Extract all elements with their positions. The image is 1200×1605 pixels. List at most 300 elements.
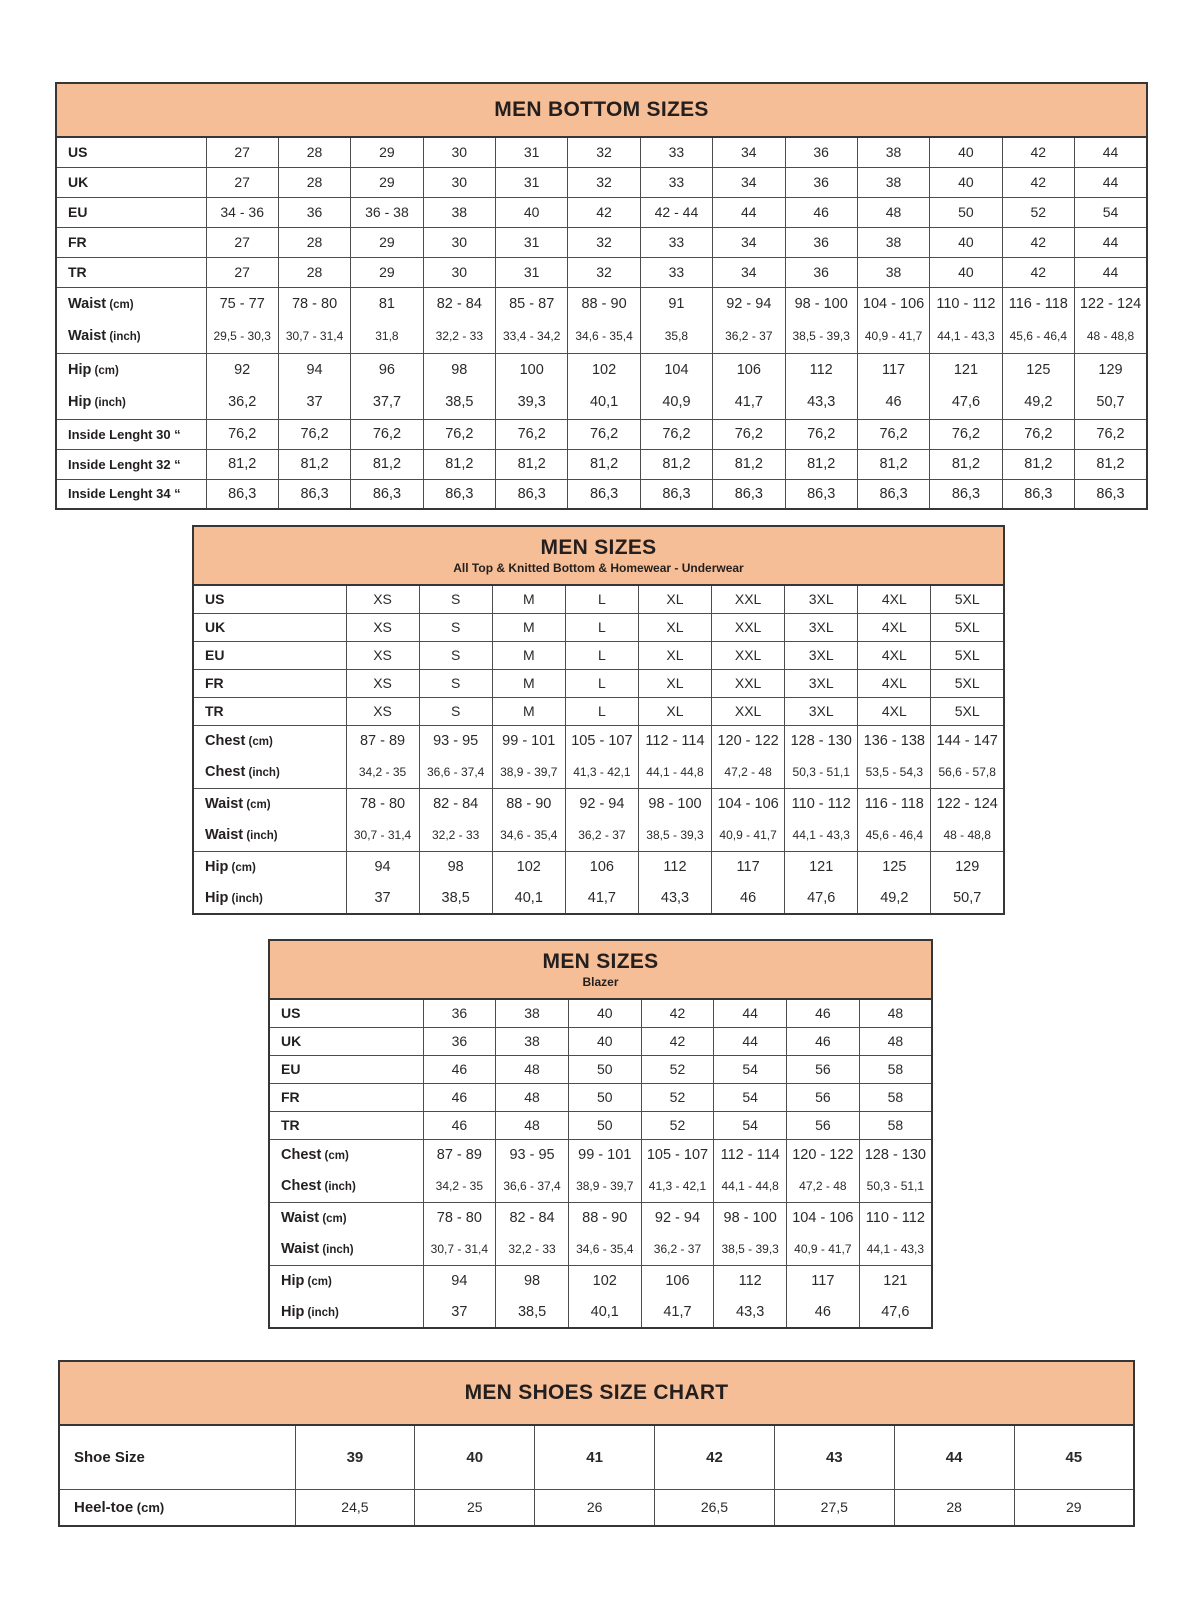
cell-value: 50,3 - 51,1 — [859, 1171, 932, 1202]
cell-value: 46 — [423, 1083, 496, 1111]
cell-value: 86,3 — [206, 479, 278, 509]
cell-value: 36,2 - 37 — [565, 820, 638, 851]
cell-value: 30,7 - 31,4 — [278, 320, 350, 353]
table-row — [193, 669, 1004, 697]
cell-value: 44 — [713, 197, 785, 227]
cell-value: 78 - 80 — [346, 788, 419, 820]
row-label: US — [193, 585, 346, 613]
row-label: Inside Lenght 30 “ — [56, 419, 206, 449]
row-label: Inside Lenght 32 “ — [56, 449, 206, 479]
cell-value: 110 - 112 — [859, 1202, 932, 1234]
cell-value: 136 - 138 — [858, 725, 931, 757]
row-label-unit: (inch) — [245, 767, 280, 780]
cell-value: 38,5 — [496, 1297, 569, 1328]
cell-value: 45,6 - 46,4 — [858, 820, 931, 851]
table-title: MEN SHOES SIZE CHART — [464, 1381, 729, 1404]
cell-value: S — [419, 613, 492, 641]
cell-value: 41,7 — [641, 1297, 714, 1328]
cell-value: 25 — [415, 1489, 535, 1526]
cell-value: 87 - 89 — [346, 725, 419, 757]
row-label: Hip (inch) — [56, 386, 206, 419]
cell-value: M — [492, 669, 565, 697]
table-row — [56, 353, 1147, 386]
cell-value: 54 — [1075, 197, 1148, 227]
cell-value: 48 — [496, 1055, 569, 1083]
row-label: EU — [193, 641, 346, 669]
table-row — [269, 1083, 932, 1111]
cell-value: 81,2 — [930, 449, 1002, 479]
table-row — [193, 641, 1004, 669]
cell-value: 37,7 — [351, 386, 423, 419]
cell-value: 40 — [930, 227, 1002, 257]
table-header — [269, 940, 932, 999]
cell-value: 98 — [496, 1265, 569, 1297]
row-label: TR — [56, 257, 206, 287]
row-label-unit: (inch) — [304, 1307, 339, 1319]
cell-value: 34,2 - 35 — [346, 757, 419, 788]
cell-value: 30,7 - 31,4 — [346, 820, 419, 851]
cell-value: 42 — [1002, 227, 1074, 257]
table-header — [193, 526, 1004, 585]
cell-value: 5XL — [931, 641, 1004, 669]
cell-value: 40 — [496, 197, 568, 227]
cell-value: 98 - 100 — [638, 788, 711, 820]
cell-value: 30 — [423, 167, 495, 197]
cell-value: 86,3 — [568, 479, 640, 509]
cell-value: 28 — [278, 167, 350, 197]
row-label: UK — [269, 1027, 423, 1055]
cell-value: 3XL — [785, 669, 858, 697]
cell-value: 36 — [423, 999, 496, 1027]
cell-value: 31 — [496, 167, 568, 197]
cell-value: 128 - 130 — [859, 1139, 932, 1171]
cell-value: 86,3 — [713, 479, 785, 509]
cell-value: 129 — [931, 851, 1004, 883]
cell-value: 102 — [492, 851, 565, 883]
row-label-unit: (cm) — [133, 1499, 165, 1515]
cell-value: 54 — [714, 1111, 787, 1139]
cell-value: 4XL — [858, 669, 931, 697]
men-shoes-size-table — [58, 1360, 1135, 1527]
row-label: Shoe Size — [59, 1425, 295, 1489]
cell-value: 42 — [655, 1425, 775, 1489]
row-label-unit: (cm) — [106, 298, 134, 311]
cell-value: 56 — [787, 1055, 860, 1083]
table-row — [193, 697, 1004, 725]
cell-value: 39,3 — [496, 386, 568, 419]
cell-value: 3XL — [785, 613, 858, 641]
cell-value: 44,1 - 44,8 — [714, 1171, 787, 1202]
cell-value: 98 - 100 — [714, 1202, 787, 1234]
cell-value: 29 — [351, 227, 423, 257]
cell-value: 42 — [568, 197, 640, 227]
cell-value: 86,3 — [1075, 479, 1148, 509]
cell-value: 34 — [713, 257, 785, 287]
cell-value: 76,2 — [568, 419, 640, 449]
cell-value: 58 — [859, 1055, 932, 1083]
cell-value: 54 — [714, 1055, 787, 1083]
cell-value: 48 - 48,8 — [931, 820, 1004, 851]
cell-value: 47,2 - 48 — [712, 757, 785, 788]
cell-value: 76,2 — [713, 419, 785, 449]
cell-value: 36,6 - 37,4 — [496, 1171, 569, 1202]
row-label-unit: (inch) — [228, 893, 263, 905]
cell-value: 44,1 - 44,8 — [638, 757, 711, 788]
cell-value: 81 — [351, 287, 423, 320]
row-label: Chest (cm) — [269, 1139, 423, 1171]
table-row — [56, 137, 1147, 167]
cell-value: 82 - 84 — [496, 1202, 569, 1234]
cell-value: XXL — [712, 669, 785, 697]
men-shoes-size-section — [58, 1360, 1135, 1527]
row-label-unit: (inch) — [106, 331, 141, 344]
cell-value: 50 — [568, 1083, 641, 1111]
table-row — [193, 757, 1004, 788]
cell-value: 81,2 — [857, 449, 929, 479]
row-label-unit: (cm) — [228, 862, 256, 875]
table-row — [56, 449, 1147, 479]
cell-value: 76,2 — [1075, 419, 1148, 449]
cell-value: 99 - 101 — [492, 725, 565, 757]
cell-value: 41,7 — [713, 386, 785, 419]
cell-value: 42 — [1002, 257, 1074, 287]
cell-value: 31,8 — [351, 320, 423, 353]
cell-value: 40,9 - 41,7 — [787, 1234, 860, 1265]
table-row — [269, 1202, 932, 1234]
table-row — [269, 1027, 932, 1055]
cell-value: 24,5 — [295, 1489, 415, 1526]
cell-value: 52 — [641, 1083, 714, 1111]
cell-value: 94 — [278, 353, 350, 386]
cell-value: S — [419, 641, 492, 669]
cell-value: 81,2 — [640, 449, 712, 479]
cell-value: 92 - 94 — [565, 788, 638, 820]
row-label-unit: (inch) — [91, 397, 126, 410]
cell-value: 50,7 — [1075, 386, 1148, 419]
cell-value: 53,5 - 54,3 — [858, 757, 931, 788]
cell-value: 78 - 80 — [423, 1202, 496, 1234]
cell-value: 81,2 — [1075, 449, 1148, 479]
cell-value: 3XL — [785, 697, 858, 725]
row-label: EU — [56, 197, 206, 227]
cell-value: 81,2 — [206, 449, 278, 479]
cell-value: 122 - 124 — [1075, 287, 1148, 320]
table-row — [269, 999, 932, 1027]
row-label: US — [56, 137, 206, 167]
cell-value: 58 — [859, 1083, 932, 1111]
cell-value: 129 — [1075, 353, 1148, 386]
cell-value: 27 — [206, 167, 278, 197]
cell-value: 50,3 - 51,1 — [785, 757, 858, 788]
cell-value: 48 — [859, 999, 932, 1027]
cell-value: 30 — [423, 227, 495, 257]
cell-value: S — [419, 669, 492, 697]
cell-value: 48 - 48,8 — [1075, 320, 1148, 353]
cell-value: 76,2 — [785, 419, 857, 449]
cell-value: 112 — [638, 851, 711, 883]
table-row — [193, 788, 1004, 820]
cell-value: 44,1 - 43,3 — [859, 1234, 932, 1265]
cell-value: 92 — [206, 353, 278, 386]
cell-value: 42 - 44 — [640, 197, 712, 227]
cell-value: 76,2 — [423, 419, 495, 449]
cell-value: 54 — [714, 1083, 787, 1111]
cell-value: 28 — [278, 227, 350, 257]
cell-value: 40 — [930, 167, 1002, 197]
row-label-unit: (cm) — [245, 736, 273, 749]
cell-value: 47,2 - 48 — [787, 1171, 860, 1202]
cell-value: 94 — [423, 1265, 496, 1297]
cell-value: 121 — [785, 851, 858, 883]
cell-value: 28 — [894, 1489, 1014, 1526]
men-sizes-blazer-section — [268, 939, 933, 1329]
cell-value: 52 — [1002, 197, 1074, 227]
cell-value: 36 - 38 — [351, 197, 423, 227]
row-label: Hip (inch) — [269, 1297, 423, 1328]
cell-value: 44 — [1075, 227, 1148, 257]
men-sizes-tops-section — [192, 525, 1005, 915]
row-label: Waist (inch) — [269, 1234, 423, 1265]
cell-value: 38 — [857, 167, 929, 197]
row-label: Waist (cm) — [56, 287, 206, 320]
cell-value: 48 — [496, 1111, 569, 1139]
cell-value: 42 — [641, 1027, 714, 1055]
cell-value: 144 - 147 — [931, 725, 1004, 757]
cell-value: 106 — [641, 1265, 714, 1297]
cell-value: 38,5 — [423, 386, 495, 419]
cell-value: 46 — [423, 1111, 496, 1139]
cell-value: 91 — [640, 287, 712, 320]
table-row — [269, 1171, 932, 1202]
table-header — [59, 1361, 1134, 1425]
cell-value: 76,2 — [930, 419, 1002, 449]
table-subtitle: All Top & Knitted Bottom & Homewear - Underwear — [453, 561, 744, 575]
row-label-unit: (inch) — [319, 1244, 354, 1257]
cell-value: XL — [638, 585, 711, 613]
cell-value: 125 — [1002, 353, 1074, 386]
cell-value: 76,2 — [206, 419, 278, 449]
cell-value: 44 — [1075, 257, 1148, 287]
cell-value: 81,2 — [496, 449, 568, 479]
cell-value: 49,2 — [858, 883, 931, 914]
cell-value: 40,1 — [492, 883, 565, 914]
row-label-unit: (cm) — [304, 1276, 332, 1289]
table-title: MEN BOTTOM SIZES — [494, 98, 709, 121]
cell-value: 44 — [714, 1027, 787, 1055]
cell-value: 104 - 106 — [787, 1202, 860, 1234]
cell-value: S — [419, 697, 492, 725]
table-row — [193, 883, 1004, 914]
cell-value: 37 — [423, 1297, 496, 1328]
table-row — [269, 1055, 932, 1083]
cell-value: L — [565, 641, 638, 669]
cell-value: 40 — [568, 1027, 641, 1055]
cell-value: 34,6 - 35,4 — [568, 1234, 641, 1265]
row-label: Hip (cm) — [269, 1265, 423, 1297]
cell-value: 29 — [1014, 1489, 1134, 1526]
row-label: UK — [56, 167, 206, 197]
cell-value: 38 — [857, 257, 929, 287]
cell-value: L — [565, 613, 638, 641]
cell-value: 46 — [423, 1055, 496, 1083]
cell-value: 47,6 — [930, 386, 1002, 419]
cell-value: 82 - 84 — [423, 287, 495, 320]
cell-value: 121 — [859, 1265, 932, 1297]
cell-value: 44,1 - 43,3 — [930, 320, 1002, 353]
cell-value: 94 — [346, 851, 419, 883]
cell-value: M — [492, 613, 565, 641]
row-label: UK — [193, 613, 346, 641]
cell-value: 50,7 — [931, 883, 1004, 914]
cell-value: 31 — [496, 137, 568, 167]
cell-value: 32,2 - 33 — [496, 1234, 569, 1265]
row-label-unit: (cm) — [319, 1213, 347, 1226]
cell-value: 42 — [641, 999, 714, 1027]
cell-value: 81,2 — [278, 449, 350, 479]
table-row — [56, 287, 1147, 320]
cell-value: 46 — [787, 999, 860, 1027]
cell-value: 41,3 - 42,1 — [641, 1171, 714, 1202]
cell-value: 110 - 112 — [785, 788, 858, 820]
cell-value: 36 — [785, 227, 857, 257]
cell-value: 86,3 — [640, 479, 712, 509]
cell-value: 40 — [930, 137, 1002, 167]
cell-value: XL — [638, 641, 711, 669]
row-label: EU — [269, 1055, 423, 1083]
cell-value: XL — [638, 613, 711, 641]
cell-value: 122 - 124 — [931, 788, 1004, 820]
cell-value: 44 — [1075, 137, 1148, 167]
cell-value: 75 - 77 — [206, 287, 278, 320]
cell-value: XXL — [712, 641, 785, 669]
cell-value: 30 — [423, 137, 495, 167]
cell-value: 46 — [787, 1297, 860, 1328]
cell-value: XS — [346, 585, 419, 613]
table-row — [269, 1139, 932, 1171]
cell-value: 110 - 112 — [930, 287, 1002, 320]
cell-value: 4XL — [858, 697, 931, 725]
cell-value: 98 — [423, 353, 495, 386]
cell-value: 40 — [568, 999, 641, 1027]
table-row — [193, 725, 1004, 757]
row-label: TR — [193, 697, 346, 725]
cell-value: 42 — [1002, 137, 1074, 167]
cell-value: 121 — [930, 353, 1002, 386]
cell-value: 43,3 — [714, 1297, 787, 1328]
cell-value: 81,2 — [713, 449, 785, 479]
cell-value: M — [492, 585, 565, 613]
row-label: Waist (inch) — [193, 820, 346, 851]
cell-value: 33 — [640, 137, 712, 167]
cell-value: 82 - 84 — [419, 788, 492, 820]
cell-value: 92 - 94 — [713, 287, 785, 320]
cell-value: 112 — [785, 353, 857, 386]
cell-value: 30,7 - 31,4 — [423, 1234, 496, 1265]
cell-value: 45 — [1014, 1425, 1134, 1489]
cell-value: 47,6 — [785, 883, 858, 914]
cell-value: 38,5 - 39,3 — [785, 320, 857, 353]
table-row — [193, 851, 1004, 883]
cell-value: 32 — [568, 227, 640, 257]
row-label: Chest (inch) — [269, 1171, 423, 1202]
cell-value: XS — [346, 641, 419, 669]
cell-value: 32 — [568, 137, 640, 167]
cell-value: 102 — [568, 353, 640, 386]
cell-value: 86,3 — [1002, 479, 1074, 509]
cell-value: 34 — [713, 167, 785, 197]
cell-value: 36 — [785, 257, 857, 287]
cell-value: 33 — [640, 167, 712, 197]
row-label: Waist (cm) — [269, 1202, 423, 1234]
cell-value: 46 — [857, 386, 929, 419]
cell-value: 128 - 130 — [785, 725, 858, 757]
cell-value: 40 — [415, 1425, 535, 1489]
cell-value: 50 — [930, 197, 1002, 227]
cell-value: M — [492, 697, 565, 725]
cell-value: 37 — [346, 883, 419, 914]
cell-value: 36 — [278, 197, 350, 227]
cell-value: 40 — [930, 257, 1002, 287]
cell-value: 104 - 106 — [857, 287, 929, 320]
cell-value: 120 - 122 — [712, 725, 785, 757]
cell-value: 47,6 — [859, 1297, 932, 1328]
cell-value: 104 - 106 — [712, 788, 785, 820]
cell-value: 4XL — [858, 585, 931, 613]
cell-value: 34,2 - 35 — [423, 1171, 496, 1202]
cell-value: 86,3 — [857, 479, 929, 509]
row-label: Hip (cm) — [193, 851, 346, 883]
men-bottom-sizes-table — [55, 82, 1148, 510]
cell-value: 36,2 — [206, 386, 278, 419]
cell-value: 27,5 — [774, 1489, 894, 1526]
cell-value: 76,2 — [278, 419, 350, 449]
cell-value: 100 — [496, 353, 568, 386]
cell-value: 88 - 90 — [492, 788, 565, 820]
cell-value: 38,9 - 39,7 — [568, 1171, 641, 1202]
table-row — [56, 479, 1147, 509]
cell-value: 81,2 — [351, 449, 423, 479]
row-label: FR — [269, 1083, 423, 1111]
cell-value: 39 — [295, 1425, 415, 1489]
cell-value: 117 — [787, 1265, 860, 1297]
cell-value: 86,3 — [930, 479, 1002, 509]
cell-value: 31 — [496, 257, 568, 287]
row-label: Chest (cm) — [193, 725, 346, 757]
cell-value: 86,3 — [423, 479, 495, 509]
cell-value: 40,9 - 41,7 — [857, 320, 929, 353]
cell-value: 32 — [568, 167, 640, 197]
cell-value: 56 — [787, 1111, 860, 1139]
cell-value: 106 — [565, 851, 638, 883]
cell-value: 116 - 118 — [1002, 287, 1074, 320]
cell-value: 40,9 - 41,7 — [712, 820, 785, 851]
cell-value: 56,6 - 57,8 — [931, 757, 1004, 788]
cell-value: 30 — [423, 257, 495, 287]
cell-value: 106 — [713, 353, 785, 386]
row-label-unit: (cm) — [321, 1150, 349, 1163]
cell-value: XS — [346, 613, 419, 641]
cell-value: 76,2 — [351, 419, 423, 449]
table-row — [56, 320, 1147, 353]
table-row — [56, 167, 1147, 197]
cell-value: 56 — [787, 1083, 860, 1111]
cell-value: 86,3 — [496, 479, 568, 509]
cell-value: 40,9 — [640, 386, 712, 419]
row-label: Waist (inch) — [56, 320, 206, 353]
cell-value: 43 — [774, 1425, 894, 1489]
men-bottom-sizes-section — [55, 82, 1148, 510]
cell-value: 46 — [785, 197, 857, 227]
